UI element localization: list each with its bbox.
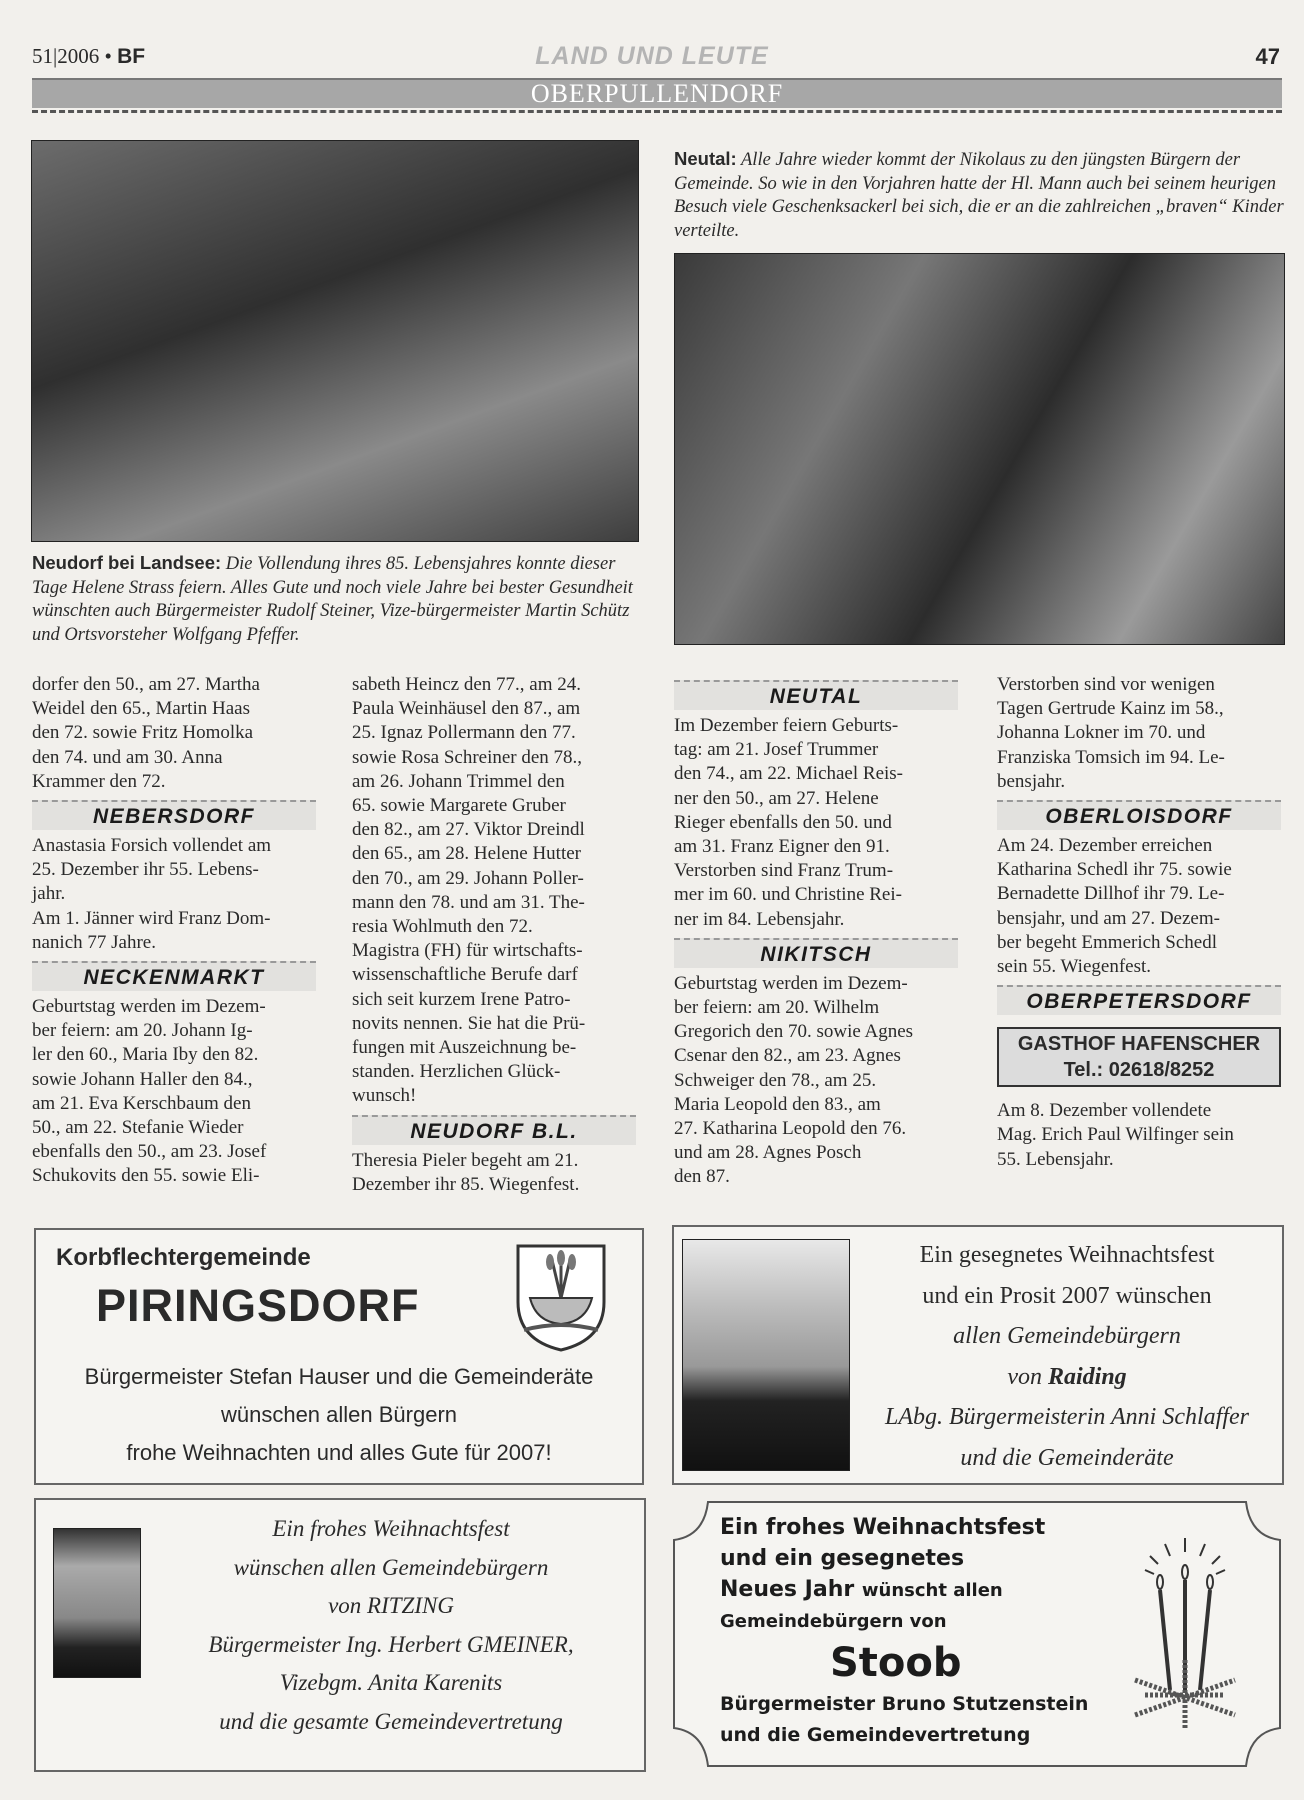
ad-line: Bürgermeister Bruno Stutzenstein <box>720 1693 1089 1715</box>
caption-neutal <box>674 147 1284 243</box>
section-heading-neckenmarkt: NECKENMARKT <box>32 961 316 991</box>
ad-ritzing <box>34 1498 646 1772</box>
section-heading-neudorf: NEUDORF B.L. <box>352 1115 636 1145</box>
ad-line: Ein frohes Weihnachtsfest <box>720 1515 1046 1540</box>
gasthof-ad <box>997 1027 1281 1087</box>
ad-line-big: Neues Jahr <box>720 1577 855 1602</box>
column-1 <box>32 673 316 1189</box>
article-text: Verstorben sind vor wenigen Tagen Gertrude Kainz im 58., Johanna Lokner im 70. und Franziska Tomsich im 94. Le- bensjahr. <box>997 674 1225 792</box>
article-text: Am 8. Dezember vollendete Mag. Erich Paul Wilfinger sein 55. Lebensjahr. <box>997 1100 1234 1170</box>
ad-line: wünschen allen Gemeindebürgern <box>233 1554 549 1580</box>
portrait-photo <box>682 1239 850 1471</box>
caption-text: Die Vollendung ihres 85. Lebensjahres konnte dieser Tage Helene Strass feiern. Alles Gute und noch viele Jahre bei bester Gesundheit wünschten auch Bürgermeister Rudolf Steiner, Vize-bürgermeister Martin Schütz und Ortsvorsteher Wolfgang Pfeffer. <box>32 554 633 645</box>
caption-neudorf <box>32 551 638 647</box>
page-number: 47 <box>1255 44 1280 69</box>
ad-line: Vizebgm. Anita Karenits <box>279 1670 503 1695</box>
ad-body <box>141 1510 641 1741</box>
ad-line <box>852 1357 1282 1398</box>
ad-body <box>36 1358 642 1472</box>
ad-line: und die gesamte Gemeindevertretung <box>219 1708 563 1734</box>
ad-line: LAbg. Bürgermeisterin Anni Schlaffer <box>885 1404 1249 1430</box>
ad-line: und ein gesegnetes <box>720 1546 965 1571</box>
article-text: Im Dezember feiern Geburts- tag: am 21. Josef Trummer den 74., am 22. Michael Reis- ner den 50., am 27. Helene Rieger ebenfalls den 50. und am 31. Franz Eigner den 91. Verstorben sind Franz Trum- mer im 60. und Christine Rei- ner im 84. Lebensjahr. <box>674 715 904 930</box>
ad-stoob <box>672 1500 1282 1768</box>
issue-label <box>32 44 145 69</box>
caption-text: Alle Jahre wieder kommt der Nikolaus zu den jüngsten Bürgern der Gemeinde. So wie in den Vorjahren hatte der Hl. Mann auch bei seinem heurigen Besuch viele Geschenksackerl bei sich, die er an die zahlreichen „braven“ Kinder verteilte. <box>674 150 1284 241</box>
caption-place: Neudorf bei Landsee: <box>32 552 222 573</box>
ad-line: und die Gemeindevertretung <box>720 1724 1031 1746</box>
ad-line: wünschen allen Bürgern <box>220 1402 458 1427</box>
coat-of-arms-icon <box>514 1242 608 1354</box>
ad-line: und ein Prosit 2007 wünschen <box>922 1282 1212 1309</box>
ad-line-small: wünscht allen <box>861 1580 1003 1601</box>
photo-nikolaus-children <box>674 253 1285 645</box>
ad-raiding <box>672 1225 1284 1485</box>
ad-line <box>720 1574 1088 1606</box>
column-2 <box>352 673 636 1197</box>
ad-line: und die Gemeinderäte <box>960 1444 1174 1471</box>
issue-number: 51|2006 • <box>32 44 112 68</box>
section-heading-neutal: NEUTAL <box>674 680 958 710</box>
section-title: LAND UND LEUTE <box>535 42 769 70</box>
ad-subtitle: Korbflechtergemeinde <box>56 1244 311 1271</box>
column-4 <box>997 673 1281 1172</box>
article-text: Theresia Pieler begeht am 21. Dezember ihr 85. Wiegenfest. <box>352 1149 580 1195</box>
article-text: sabeth Heincz den 77., am 24. Paula Weinhäusel den 87., am 25. Ignaz Pollermann den 77. sowie Rosa Schreiner den 78., am 26. Johann Trimmel den 65. sowie Margarete Gruber den 82., am 27. Viktor Dreindl den 65., am 28. Helene Hutter den 70., am 29. Johann Poller- mann den 78. und am 31. The- resia Wohlmuth den 72. Magistra (FH) für wirtschafts- wissenschaftliche Berufe darf sich seit kurzem Irene Patro- novits nennen. Sie hat die Prü- fungen mit Auszeichnung be- standen. Herzlichen Glück- wunsch! <box>352 674 586 1107</box>
article-text: Geburtstag werden im Dezem- ber feiern: am 20. Wilhelm Gregorich den 70. sowie Agnes Csenar den 82., am 23. Agnes Schweiger den 78., am 25. Maria Leopold den 83., am 27. Katharina Leopold den 76. und am 28. Agnes Posch den 87. <box>674 972 914 1188</box>
region-banner: OBERPULLENDORF <box>32 78 1282 108</box>
ad-piringsdorf <box>34 1228 644 1485</box>
ad-line-prefix: von <box>1007 1363 1042 1390</box>
ad-line: von RITZING <box>328 1593 454 1618</box>
article-text: Geburtstag werden im Dezem- ber feiern: am 20. Johann Ig- ler den 60., Maria Iby den 82. sowie Johann Haller den 84., am 21. Eva Kerschbaum den 50., am 22. Stefanie Wieder ebenfalls den 50., am 23. Josef Schukovits den 55. sowie Eli- <box>32 996 267 1187</box>
ad-body <box>720 1512 1088 1751</box>
ad-line: allen Gemeindebürgern <box>953 1323 1181 1349</box>
section-heading-nebersdorf: NEBERSDORF <box>32 800 316 830</box>
photo-neudorf-group <box>31 140 639 542</box>
ad-town-name: Stoob <box>830 1640 962 1686</box>
gasthof-phone: Tel.: 02618/8252 <box>1063 1059 1215 1082</box>
ad-line: Gemeindebürgern von <box>720 1611 947 1632</box>
ad-town-name: Raiding <box>1047 1363 1127 1390</box>
ad-line: Bürgermeister Ing. Herbert GMEINER, <box>208 1631 574 1657</box>
ad-line: Bürgermeister Stefan Hauser und die Gemeinderäte <box>84 1364 594 1389</box>
section-heading-nikitsch: NIKITSCH <box>674 938 958 968</box>
section-heading-oberpetersdorf: OBERPETERSDORF <box>997 985 1281 1015</box>
section-heading-oberloisdorf: OBERLOISDORF <box>997 800 1281 830</box>
article-text: dorfer den 50., am 27. Martha Weidel den 65., Martin Haas den 72. sowie Fritz Homolka den 74. und am 30. Anna Krammer den 72. <box>32 674 260 792</box>
ad-line: Ein gesegnetes Weihnachtsfest <box>919 1242 1215 1268</box>
article-text: Anastasia Forsich vollendet am 25. Dezember ihr 55. Lebens- jahr. Am 1. Jänner wird Franz Dom- nanich 77 Jahre. <box>32 835 272 953</box>
caption-place: Neutal: <box>674 148 737 169</box>
article-text: Am 24. Dezember erreichen Katharina Schedl ihr 75. sowie Bernadette Dillhof ihr 79. Le- bensjahr, und am 27. Dezem- ber begeht Emmerich Schedl sein 55. Wiegenfest. <box>997 835 1232 978</box>
divider <box>32 110 1282 113</box>
column-3 <box>674 680 958 1190</box>
ad-line: frohe Weihnachten und alles Gute für 2007! <box>126 1440 552 1465</box>
ad-line: Ein frohes Weihnachtsfest <box>272 1516 510 1541</box>
ad-body <box>852 1235 1282 1478</box>
gasthof-name: GASTHOF HAFENSCHER <box>1017 1033 1261 1056</box>
portrait-photo <box>53 1528 141 1678</box>
candles-icon <box>1130 1530 1240 1730</box>
ad-town-name: PIRINGSDORF <box>96 1280 420 1331</box>
publication-name: BF <box>117 45 146 68</box>
